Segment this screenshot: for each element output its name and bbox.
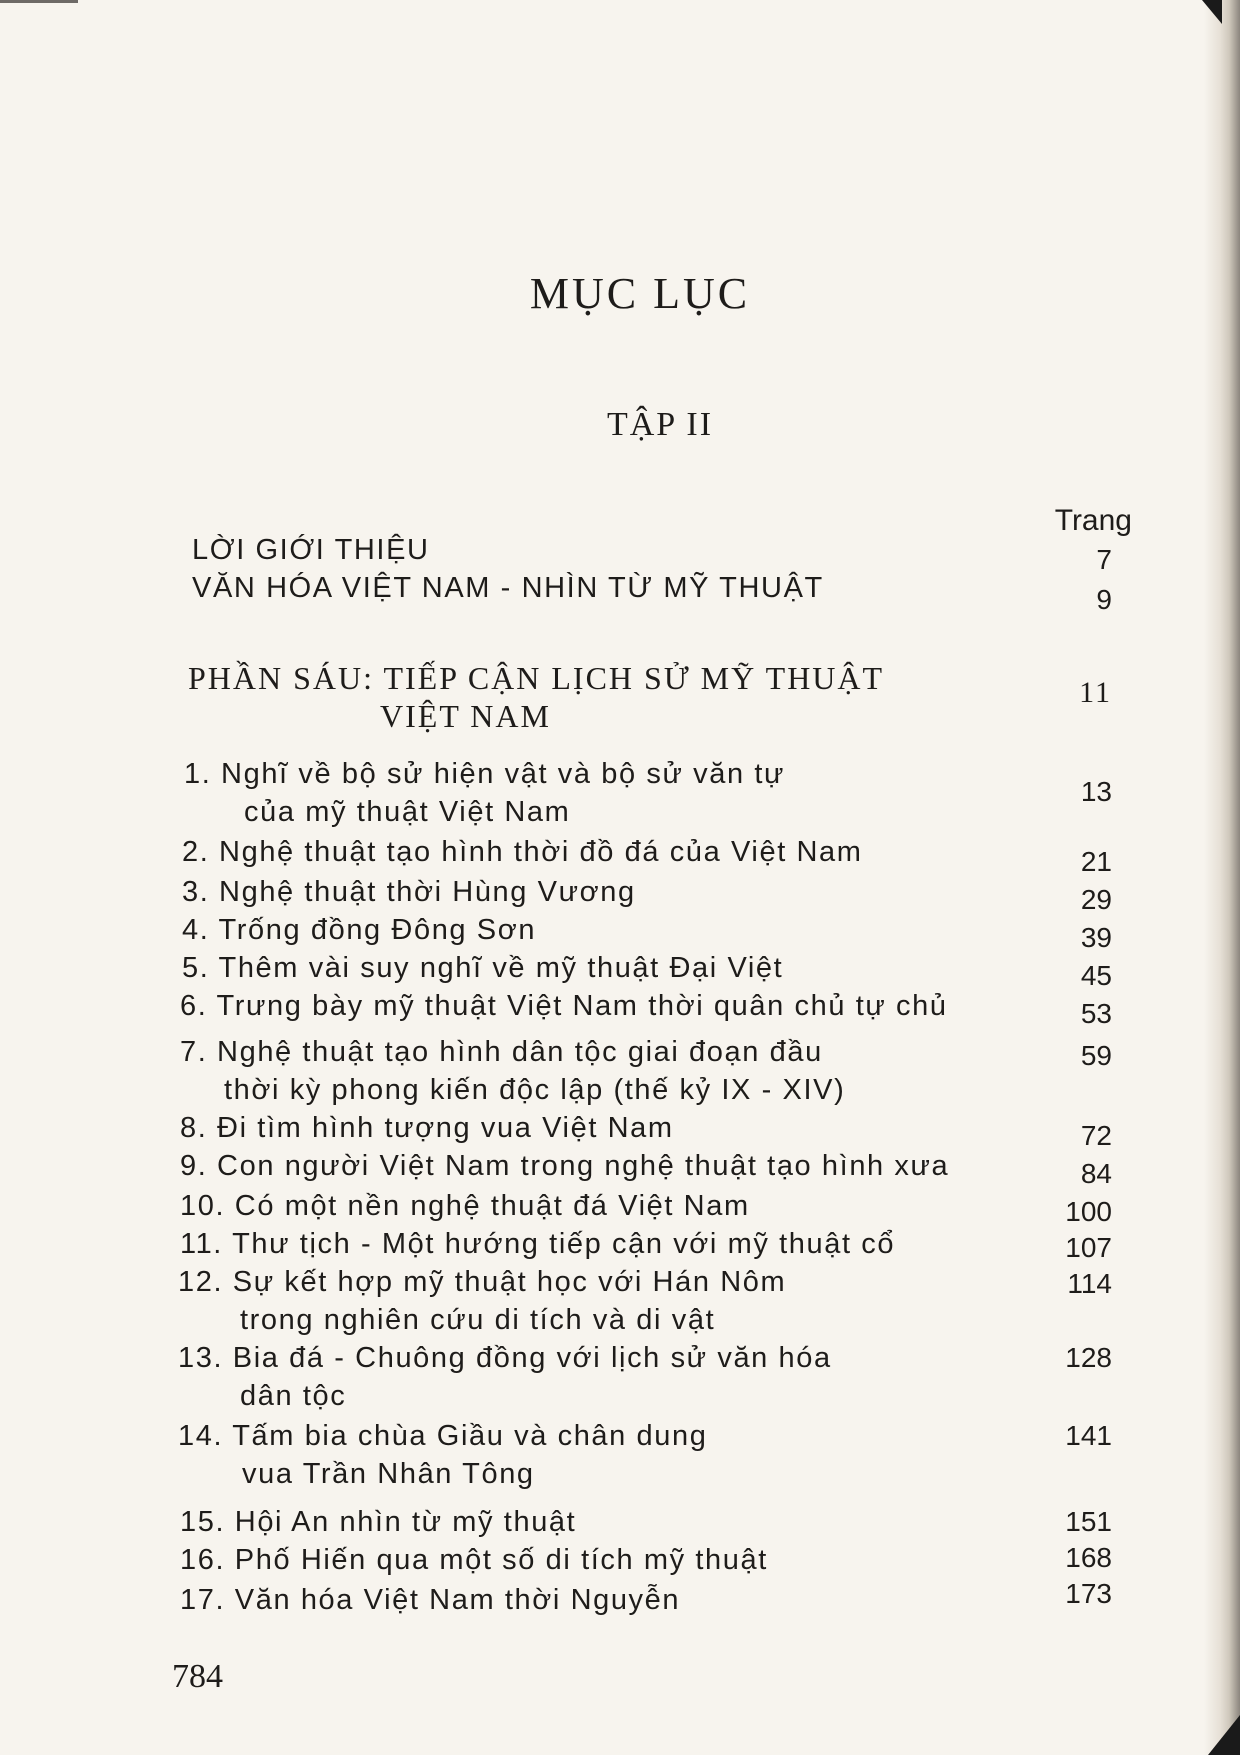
toc-entry-page: 128 — [1065, 1342, 1112, 1373]
toc-entry[interactable] — [0, 758, 1240, 836]
toc-entry[interactable] — [0, 1420, 1240, 1500]
toc-entry-label-continuation: thời kỳ phong kiến độc lập (thế kỷ IX - XIV) — [224, 1074, 846, 1106]
toc-entry[interactable] — [0, 572, 1240, 615]
toc-entry-label: 2. Nghệ thuật tạo hình thời đồ đá của Việt Nam — [182, 836, 863, 868]
toc-entry-label: 10. Có một nền nghệ thuật đá Việt Nam — [180, 1190, 750, 1222]
toc-entry-label-continuation: của mỹ thuật Việt Nam — [244, 796, 571, 828]
toc-entry-page: 13 — [1080, 776, 1112, 807]
toc-entry[interactable] — [0, 876, 1240, 916]
volume-heading: TẬP II — [606, 406, 714, 443]
page-column-header: Trang — [1054, 504, 1132, 537]
toc-entry-label: PHẦN SÁU: TIẾP CẬN LỊCH SỬ MỸ THUẬT — [188, 660, 885, 696]
toc-entry-page: 39 — [1080, 922, 1112, 953]
toc-entry[interactable] — [0, 1506, 1240, 1546]
toc-entry-label: 1. Nghĩ về bộ sử hiện vật và bộ sử văn tự — [184, 758, 786, 790]
toc-entry-page: 114 — [1067, 1268, 1112, 1299]
toc-entry-label: 12. Sự kết hợp mỹ thuật học với Hán Nôm — [178, 1266, 787, 1298]
toc-entry-label: 8. Đi tìm hình tượng vua Việt Nam — [180, 1112, 674, 1144]
toc-entry-label: 7. Nghệ thuật tạo hình dân tộc giai đoạn đầu — [180, 1036, 823, 1068]
page-title: MỤC LỤC — [529, 269, 751, 318]
toc-entry[interactable] — [0, 952, 1240, 992]
toc-entry[interactable] — [0, 1036, 1240, 1116]
toc-entry-label: 17. Văn hóa Việt Nam thời Nguyễn — [180, 1584, 681, 1616]
toc-entry[interactable] — [0, 1544, 1240, 1584]
toc-entry-page: 72 — [1080, 1120, 1112, 1151]
toc-entry-label: LỜI GIỚI THIỆU — [192, 534, 430, 566]
toc-entry-page: 107 — [1065, 1232, 1112, 1263]
toc-entry-page: 173 — [1065, 1578, 1112, 1609]
toc-entry[interactable] — [0, 990, 1240, 1030]
toc-entry-page: 9 — [1096, 584, 1112, 615]
toc-entry[interactable] — [0, 914, 1240, 954]
toc-entry-page: 7 — [1096, 544, 1112, 575]
toc-entry-page: 45 — [1080, 960, 1112, 991]
toc-entry-page: 84 — [1080, 1158, 1112, 1189]
toc-entry-page: 141 — [1065, 1420, 1112, 1451]
toc-entry-label: 11. Thư tịch - Một hướng tiếp cận với mỹ thuật cổ — [180, 1228, 896, 1260]
page-edge-mark — [0, 0, 78, 3]
toc-entry-page: 100 — [1065, 1196, 1112, 1227]
toc-section-heading[interactable] — [0, 660, 1240, 740]
toc-entry-label: 9. Con người Việt Nam trong nghệ thuật tạo hình xưa — [180, 1150, 950, 1182]
toc-entry-label-continuation: vua Trần Nhân Tông — [242, 1458, 535, 1490]
toc-entry-page: 168 — [1065, 1542, 1112, 1573]
toc-entry-label: VĂN HÓA VIỆT NAM - NHÌN TỪ MỸ THUẬT — [192, 572, 824, 604]
toc-entry-label-continuation: trong nghiên cứu di tích và di vật — [240, 1304, 716, 1336]
toc-entry-page: 53 — [1080, 998, 1112, 1029]
toc-entry[interactable] — [0, 1266, 1240, 1346]
toc-entry-page: 11 — [1079, 676, 1112, 709]
toc-entry[interactable] — [0, 1228, 1240, 1268]
toc-entry[interactable] — [0, 534, 1240, 574]
toc-entry-label: 5. Thêm vài suy nghĩ về mỹ thuật Đại Việt — [182, 952, 784, 984]
toc-entry[interactable] — [0, 1150, 1240, 1190]
toc-entry-page: 59 — [1080, 1040, 1112, 1071]
toc-entry[interactable] — [0, 1190, 1240, 1230]
toc-entry[interactable] — [0, 836, 1240, 876]
page-number: 784 — [172, 1658, 223, 1695]
toc-entry-label-continuation: VIỆT NAM — [380, 698, 551, 734]
toc-entry-label: 4. Trống đồng Đông Sơn — [182, 914, 537, 946]
toc-entry[interactable] — [0, 1112, 1240, 1152]
toc-entry-label: 15. Hội An nhìn từ mỹ thuật — [180, 1506, 577, 1538]
toc-entry-label-continuation: dân tộc — [240, 1380, 347, 1412]
toc-entry-label: 6. Trưng bày mỹ thuật Việt Nam thời quân chủ tự chủ — [180, 990, 948, 1022]
toc-entry[interactable] — [0, 1578, 1240, 1624]
toc-entry-label: 14. Tấm bia chùa Giầu và chân dung — [178, 1420, 708, 1452]
toc-entry-label: 13. Bia đá - Chuông đồng với lịch sử văn hóa — [178, 1342, 832, 1374]
toc-entry-label: 16. Phố Hiến qua một số di tích mỹ thuật — [180, 1544, 768, 1576]
toc-entry-label: 3. Nghệ thuật thời Hùng Vương — [182, 876, 636, 908]
toc-entry-page: 21 — [1080, 846, 1112, 877]
toc-entry[interactable] — [0, 1342, 1240, 1422]
toc-entry-page: 29 — [1080, 884, 1112, 915]
toc-entry-page: 151 — [1065, 1506, 1112, 1537]
